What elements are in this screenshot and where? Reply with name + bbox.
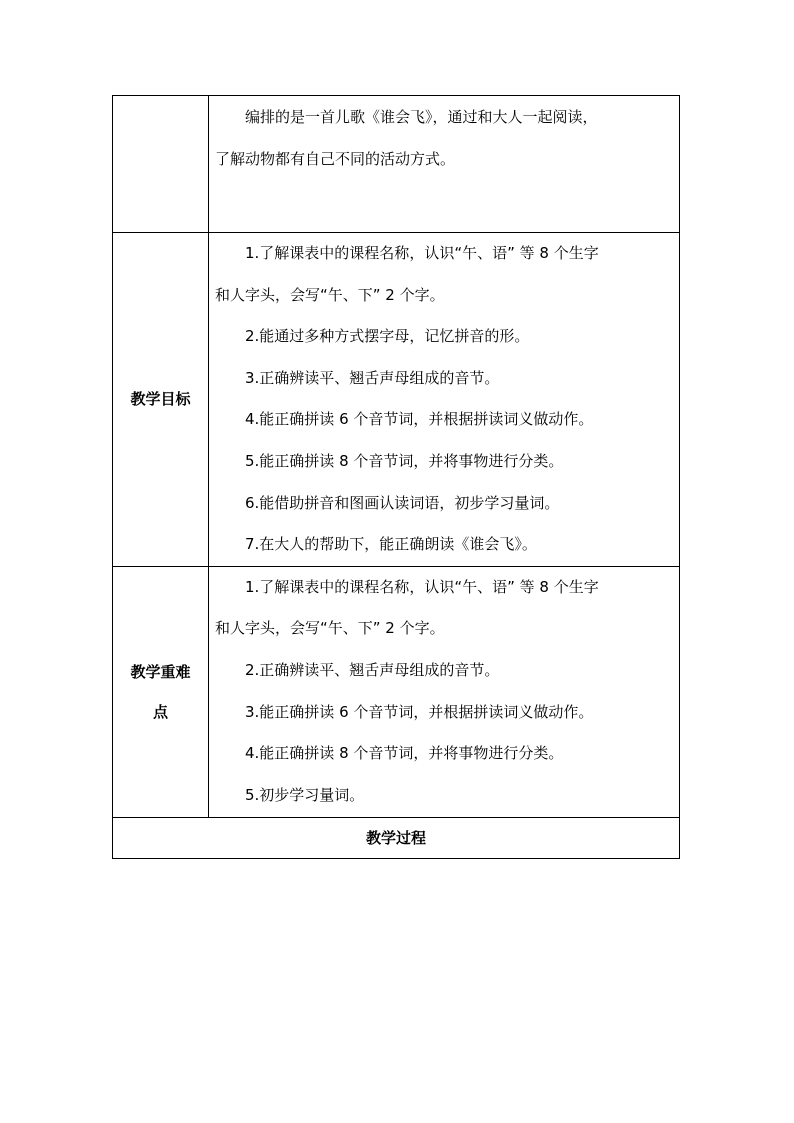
lesson-plan-table	[112, 95, 680, 859]
key-points-label	[113, 566, 209, 817]
objective-item-6: 6.能借助拼音和图画认读词语，初步学习量词。	[245, 493, 560, 512]
objective-item-1-cont: 和人字头，会写“午、下” 2 个字。	[215, 285, 445, 304]
objective-item-1: 1.了解课表中的课程名称，认识“午、语” 等 8 个生字	[245, 244, 599, 262]
objective-item-2: 2.能通过多种方式摆字母，记忆拼音的形。	[245, 327, 530, 346]
intro-line-2: 了解动物都有自己不同的活动方式。	[215, 149, 456, 168]
intro-label-cell	[113, 96, 209, 233]
key-point-item-1: 1.了解课表中的课程名称，认识“午、语” 等 8 个生字	[245, 577, 599, 596]
intro-row	[113, 96, 680, 233]
key-point-item-3: 3.能正确拼读 6 个音节词，并根据拼读词义做动作。	[245, 702, 594, 721]
key-points-label-line-2: 点	[152, 702, 168, 721]
process-row	[113, 817, 680, 858]
objective-item-3: 3.正确辨读平、翘舌声母组成的音节。	[245, 368, 500, 387]
objective-item-5: 5.能正确拼读 8 个音节词，并将事物进行分类。	[245, 451, 564, 470]
key-point-item-4: 4.能正确拼读 8 个音节词，并将事物进行分类。	[245, 744, 564, 763]
objectives-label: 教学目标	[113, 233, 209, 567]
objectives-row	[113, 233, 680, 567]
key-point-item-5: 5.初步学习量词。	[245, 785, 365, 804]
intro-content-cell	[209, 96, 680, 233]
objective-item-7: 7.在大人的帮助下，能正确朗读《谁会飞》。	[245, 535, 537, 554]
process-heading: 教学过程	[113, 817, 680, 858]
objectives-content-cell	[209, 233, 680, 567]
intro-line-1: 编排的是一首儿歌《谁会飞》，通过和大人一起阅读，	[245, 108, 598, 126]
objective-item-4: 4.能正确拼读 6 个音节词，并根据拼读词义做动作。	[245, 410, 594, 429]
key-points-content-cell	[209, 566, 680, 817]
key-points-row	[113, 566, 680, 817]
key-point-item-2: 2.正确辨读平、翘舌声母组成的音节。	[245, 660, 500, 679]
key-points-label-line-1: 教学重难	[130, 662, 191, 681]
key-point-item-1-cont: 和人字头，会写“午、下” 2 个字。	[215, 619, 445, 638]
